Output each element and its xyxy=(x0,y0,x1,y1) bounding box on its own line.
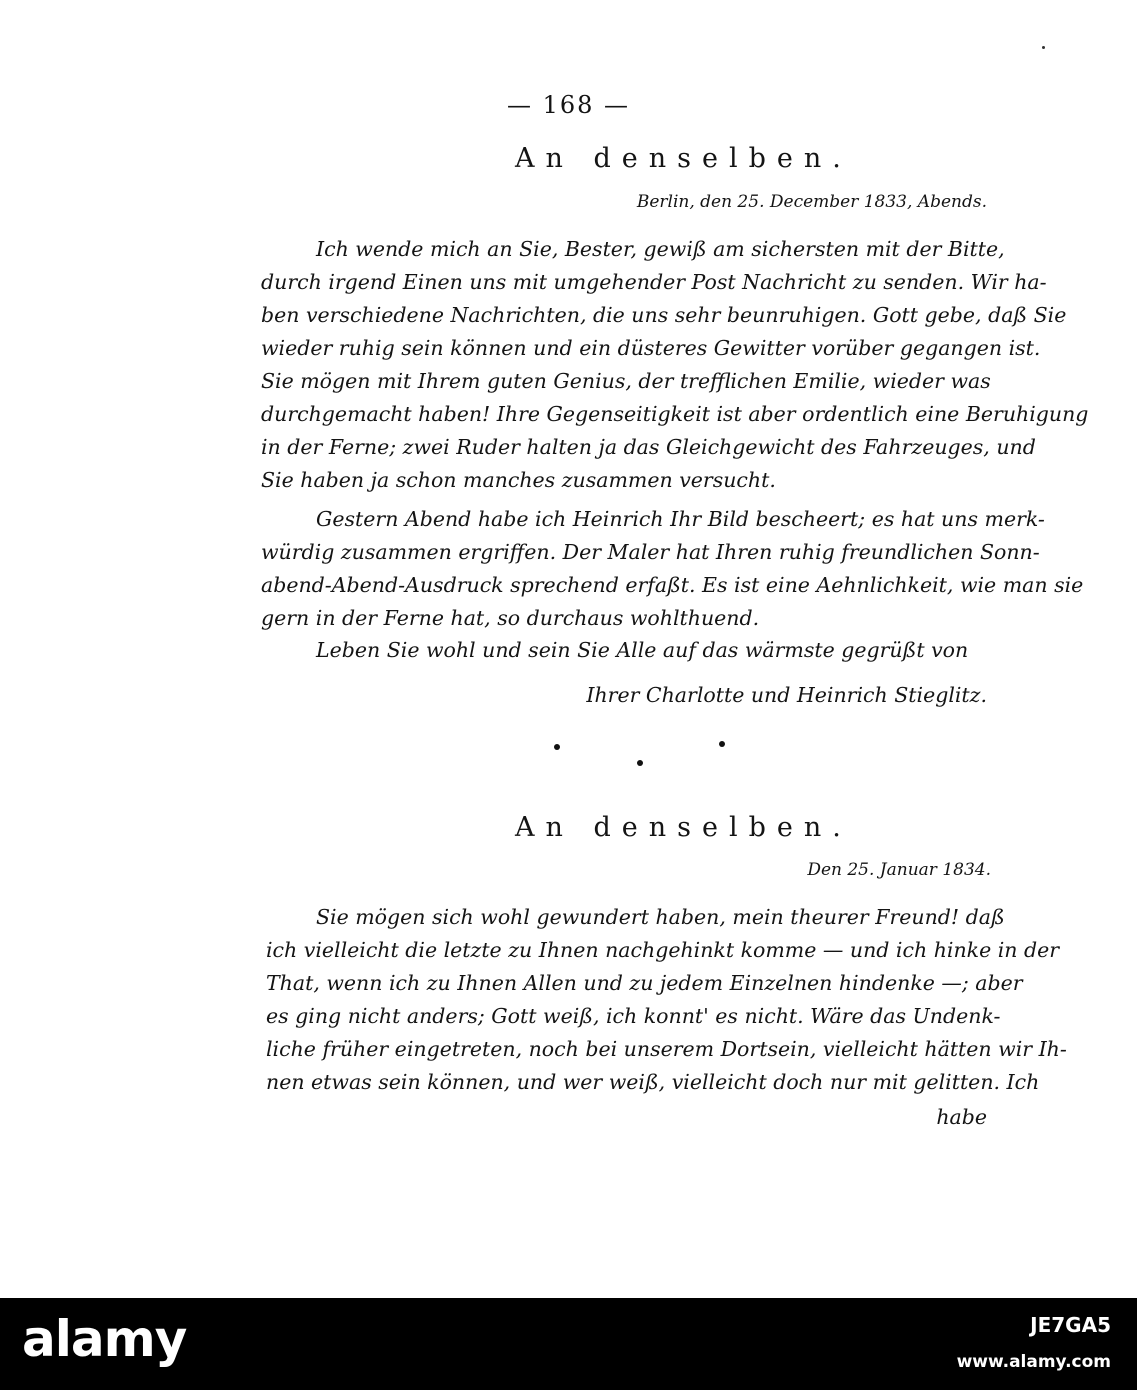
letter1-line: Sie mögen mit Ihrem guten Genius, der trefflichen Emilie, wieder was xyxy=(261,369,991,393)
letter1-heading: An denselben. xyxy=(515,143,852,174)
letter2-line: liche früher eingetreten, noch bei unserem Dortsein, vielleicht hätten wir Ih- xyxy=(266,1037,1067,1061)
stray-mark xyxy=(1042,46,1045,49)
watermark-banner xyxy=(0,1298,1137,1390)
letter2-line: nen etwas sein können, und wer weiß, vielleicht doch nur mit gelitten. Ich xyxy=(266,1070,1040,1094)
letter1-signature: Ihrer Charlotte und Heinrich Stieglitz. xyxy=(586,683,987,707)
letter1-line: würdig zusammen ergriffen. Der Maler hat Ihren ruhig freundlichen Sonn- xyxy=(261,540,1040,564)
letter2-line: That, wenn ich zu Ihnen Allen und zu jedem Einzelnen hindenke —; aber xyxy=(266,971,1023,995)
letter1-line: wieder ruhig sein können und ein düsteres Gewitter vorüber gegangen ist. xyxy=(261,336,1041,360)
letter1-line: durch irgend Einen uns mit umgehender Post Nachricht zu senden. Wir ha- xyxy=(261,270,1047,294)
letter1-dateline: Berlin, den 25. December 1833, Abends. xyxy=(636,192,987,212)
letter1-line: Gestern Abend habe ich Heinrich Ihr Bild bescheert; es hat uns merk- xyxy=(316,507,1045,531)
letter1-line: abend-Abend-Ausdruck sprechend erfaßt. Es ist eine Aehnlichkeit, wie man sie xyxy=(261,573,1084,597)
letter1-line: gern in der Ferne hat, so durchaus wohlthuend. xyxy=(261,606,760,630)
letter1-line: ben verschiedene Nachrichten, die uns sehr beunruhigen. Gott gebe, daß Sie xyxy=(261,303,1067,327)
catchword: habe xyxy=(936,1105,987,1129)
page-number: — 168 — xyxy=(506,91,631,119)
letter2-line: Sie mögen sich wohl gewundert haben, mein theurer Freund! daß xyxy=(316,905,1005,929)
letter2-line: ich vielleicht die letzte zu Ihnen nachgehinkt komme — und ich hinke in der xyxy=(266,938,1060,962)
letter1-line: Leben Sie wohl und sein Sie Alle auf das wärmste gegrüßt von xyxy=(316,638,969,662)
site-url: www.alamy.com xyxy=(956,1352,1111,1372)
letter1-line: in der Ferne; zwei Ruder halten ja das Gleichgewicht des Fahrzeuges, und xyxy=(261,435,1036,459)
letter1-line: durchgemacht haben! Ihre Gegenseitigkeit ist aber ordentlich eine Beruhigung xyxy=(261,402,1089,426)
ornament-dot xyxy=(719,741,725,747)
brand-logo: alamy xyxy=(22,1310,187,1368)
ornament-dot xyxy=(637,760,643,766)
letter2-heading: An denselben. xyxy=(515,812,852,843)
image-id: JE7GA5 xyxy=(1030,1313,1111,1337)
letter1-line: Ich wende mich an Sie, Bester, gewiß am sichersten mit der Bitte, xyxy=(316,237,1005,261)
letter2-line: es ging nicht anders; Gott weiß, ich konnt' es nicht. Wäre das Undenk- xyxy=(266,1004,1001,1028)
letter1-line: Sie haben ja schon manches zusammen versucht. xyxy=(261,468,776,492)
ornament-dot xyxy=(554,744,560,750)
letter2-dateline: Den 25. Januar 1834. xyxy=(807,860,991,880)
